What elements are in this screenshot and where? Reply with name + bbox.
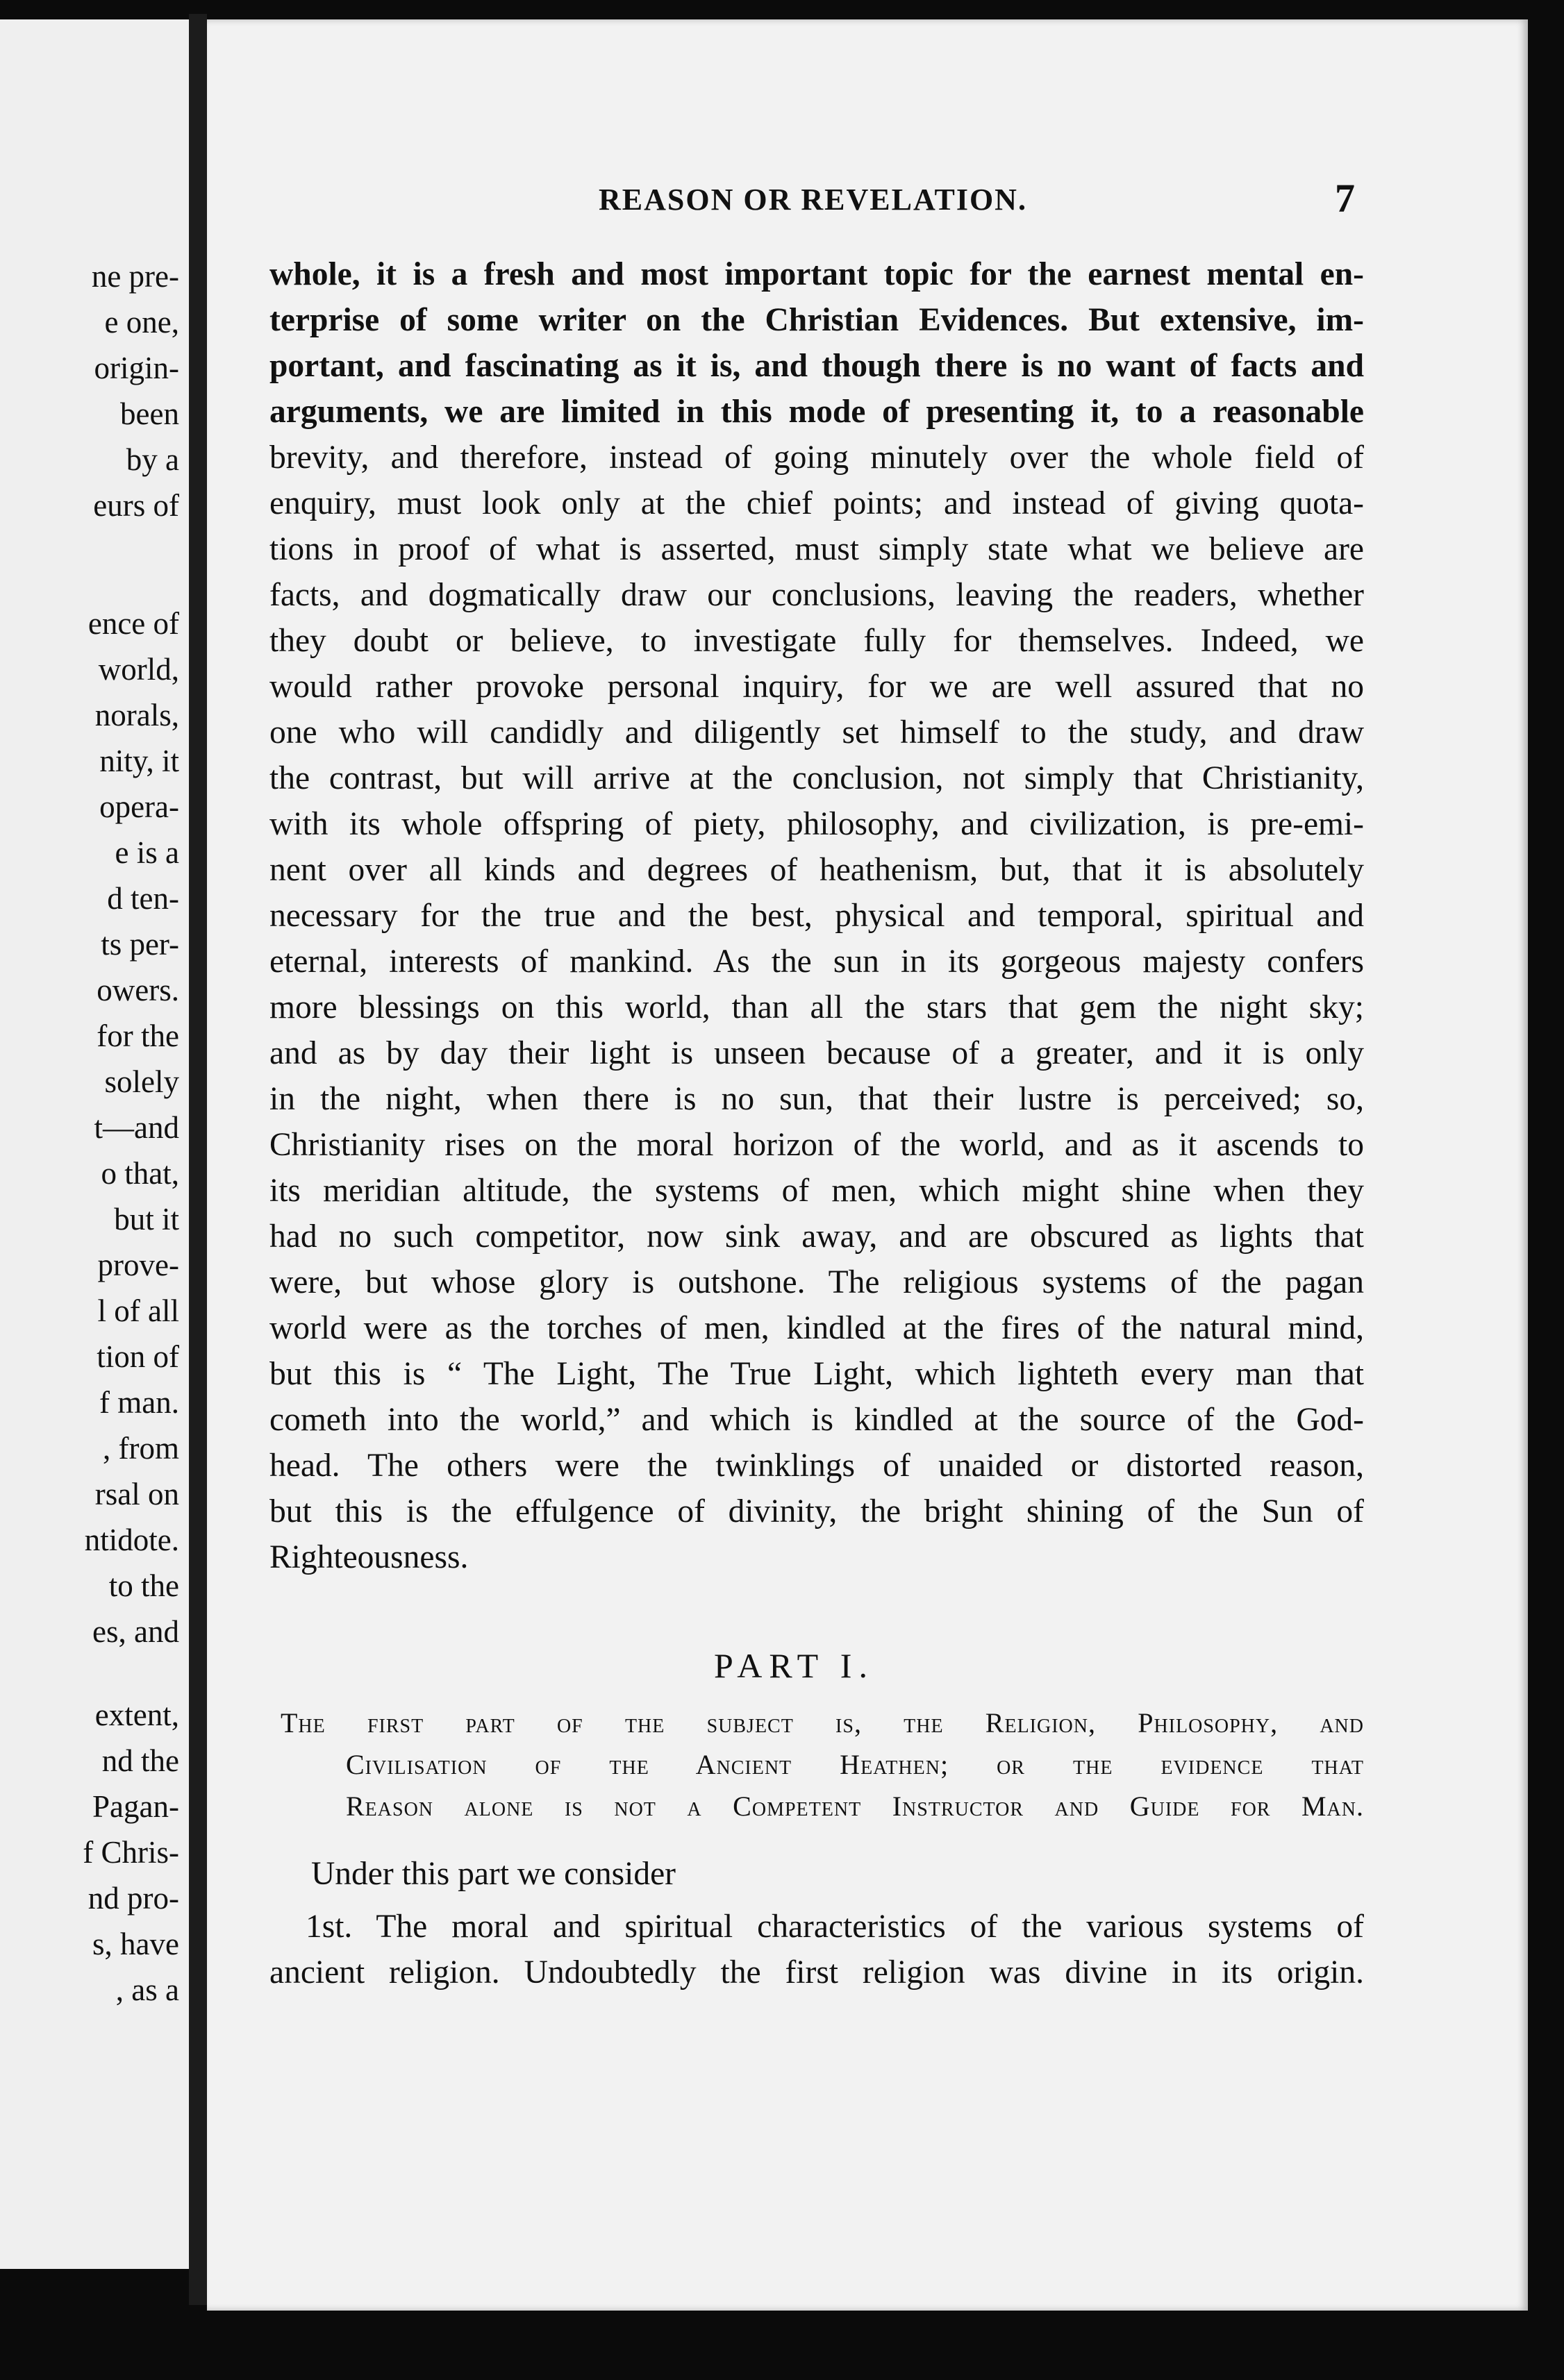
body-line: Righteousness.	[269, 1539, 469, 1575]
body-line: but this is the effulgence of divinity, the bright shining of the Sun of	[269, 1493, 1364, 1530]
left-page-line-fragment: f Chris-	[83, 1835, 179, 1870]
left-page-line-fragment: but it	[114, 1202, 179, 1237]
body-line: the contrast, but will arrive at the conclusion, not simply that Christianity,	[269, 760, 1364, 796]
body-line: they doubt or believe, to investigate fully for themselves. Indeed, we	[269, 623, 1364, 659]
left-page-line-fragment: to the	[108, 1568, 179, 1603]
left-page-line-fragment: extent,	[94, 1698, 179, 1732]
left-page-line-fragment: solely	[104, 1064, 179, 1099]
left-page-line-fragment: by a	[126, 442, 179, 477]
left-page-line-fragment: world,	[98, 652, 179, 687]
left-page-line-fragment: , from	[103, 1431, 179, 1466]
body-line: had no such competitor, now sink away, and are obscured as lights that	[269, 1218, 1364, 1255]
part-item-line: 1st. The moral and spiritual characteristics of the various systems of	[306, 1909, 1364, 1945]
body-line: but this is “ The Light, The True Light, which lighteth every man that	[269, 1356, 1364, 1392]
left-page-line-fragment: ence of	[88, 606, 179, 641]
left-page-line-fragment: d ten-	[107, 881, 179, 916]
body-line: world were as the torches of men, kindled at the fires of the natural mind,	[269, 1310, 1364, 1346]
body-line: eternal, interests of mankind. As the sun in its gorgeous majesty confers	[269, 944, 1364, 980]
left-page-line-fragment: opera-	[99, 789, 179, 824]
left-page-line-fragment: been	[120, 396, 179, 431]
body-line: one who will candidly and diligently set himself to the study, and draw	[269, 714, 1364, 751]
body-line: portant, and fascinating as it is, and though there is no want of facts and	[269, 348, 1364, 384]
left-page-line-fragment: es, and	[92, 1614, 179, 1649]
left-page-line-fragment: l of all	[97, 1293, 179, 1328]
left-page-line-fragment: eurs of	[93, 488, 179, 523]
left-page-line-fragment: t—and	[94, 1110, 179, 1145]
part-intro: Under this part we consider	[311, 1856, 676, 1892]
body-line: terprise of some writer on the Christian Evidences. But extensive, im-	[269, 302, 1364, 338]
left-page-line-fragment: s, have	[92, 1927, 179, 1961]
part-heading: PART I.	[714, 1646, 874, 1685]
body-line: more blessings on this world, than all the stars that gem the night sky;	[269, 989, 1364, 1025]
left-page-line-fragment: e is a	[115, 835, 179, 870]
left-page-line-fragment: ntidote.	[84, 1523, 179, 1557]
body-line: arguments, we are limited in this mode of presenting it, to a reasonable	[269, 394, 1364, 430]
left-page-line-fragment: owers.	[97, 973, 179, 1007]
part-subtitle-line: The first part of the subject is, the Religion, Philosophy, and	[281, 1707, 1364, 1738]
book-gutter	[189, 14, 207, 2305]
left-page-line-fragment: tion of	[97, 1339, 179, 1374]
part-item-line: ancient religion. Undoubtedly the first religion was divine in its origin.	[269, 1954, 1364, 1991]
body-line: with its whole offspring of piety, philosophy, and civilization, is pre-emi-	[269, 806, 1364, 842]
left-page-line-fragment: for the	[97, 1019, 179, 1053]
body-line: in the night, when there is no sun, that their lustre is perceived; so,	[269, 1081, 1364, 1117]
body-line: would rather provoke personal inquiry, for we are well assured that no	[269, 669, 1364, 705]
body-line: cometh into the world,” and which is kindled at the source of the God-	[269, 1402, 1364, 1438]
left-page-line-fragment: o that,	[101, 1156, 179, 1191]
left-page-line-fragment: nd pro-	[88, 1881, 179, 1916]
body-line: necessary for the true and the best, physical and temporal, spiritual and	[269, 898, 1364, 934]
body-line: Christianity rises on the moral horizon of the world, and as it ascends to	[269, 1127, 1364, 1163]
body-line: were, but whose glory is outshone. The religious systems of the pagan	[269, 1264, 1364, 1300]
body-line: facts, and dogmatically draw our conclusions, leaving the readers, whether	[269, 577, 1364, 613]
body-line: enquiry, must look only at the chief points; and instead of giving quota-	[269, 485, 1364, 521]
left-page-fragment	[0, 19, 189, 2269]
part-subtitle-line: Civilisation of the Ancient Heathen; or the evidence that	[346, 1749, 1364, 1780]
left-page-line-fragment: nd the	[101, 1743, 179, 1778]
running-title: REASON OR REVELATION.	[599, 183, 1027, 217]
body-line: tions in proof of what is asserted, must simply state what we believe are	[269, 531, 1364, 567]
left-page-line-fragment: rsal on	[94, 1477, 179, 1511]
left-page-line-fragment: ne pre-	[91, 259, 179, 294]
body-line: its meridian altitude, the systems of men, which might shine when they	[269, 1173, 1364, 1209]
left-page-line-fragment: origin-	[94, 351, 179, 385]
page-number: 7	[1335, 176, 1355, 221]
left-page-line-fragment: nity, it	[99, 744, 179, 778]
body-line: nent over all kinds and degrees of heathenism, but, that it is absolutely	[269, 852, 1364, 888]
left-page-line-fragment: ts per-	[101, 927, 179, 962]
left-page-line-fragment: Pagan-	[92, 1789, 179, 1824]
left-page-line-fragment: norals,	[94, 698, 179, 732]
left-page-line-fragment: prove-	[97, 1248, 179, 1282]
left-page-line-fragment: f man.	[99, 1385, 179, 1420]
part-subtitle-line: Reason alone is not a Competent Instructor and Guide for Man.	[346, 1791, 1364, 1822]
body-line: and as by day their light is unseen because of a greater, and it is only	[269, 1035, 1364, 1071]
body-line: whole, it is a fresh and most important topic for the earnest mental en-	[269, 256, 1364, 292]
body-line: head. The others were the twinklings of unaided or distorted reason,	[269, 1448, 1364, 1484]
left-page-line-fragment: , as a	[115, 1972, 179, 2007]
left-page-line-fragment: e one,	[104, 305, 179, 340]
body-line: brevity, and therefore, instead of going minutely over the whole field of	[269, 439, 1364, 476]
